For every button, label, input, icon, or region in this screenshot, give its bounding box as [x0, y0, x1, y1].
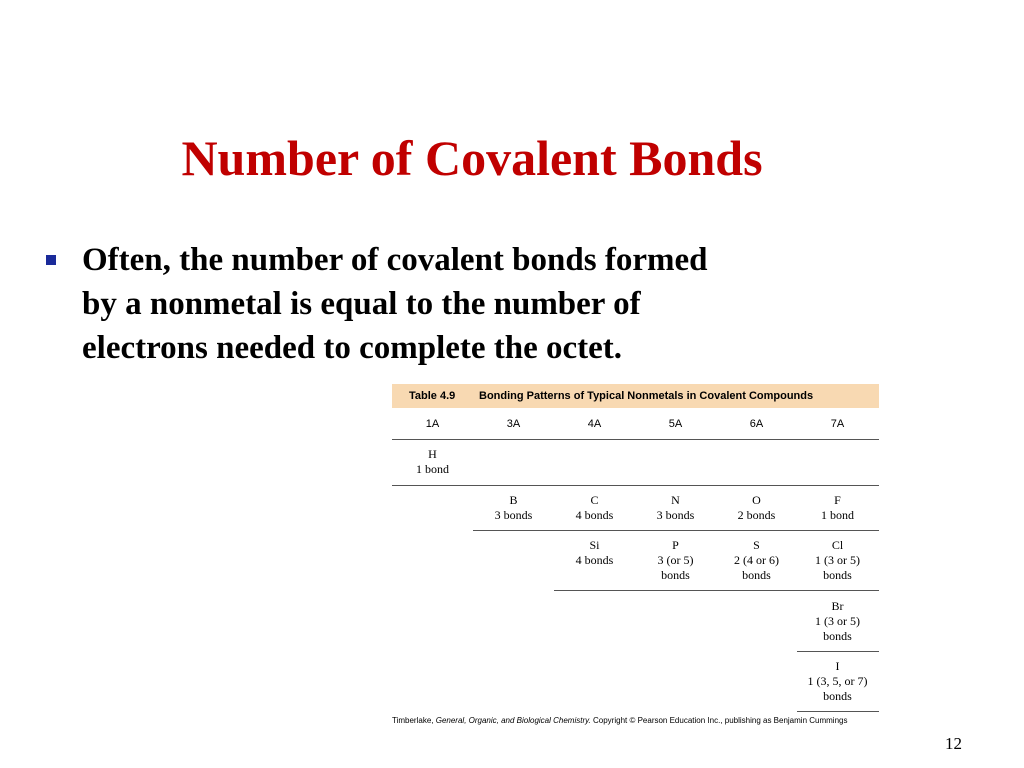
- table-number: Table 4.9: [409, 390, 456, 402]
- row-divider: [392, 485, 879, 486]
- cell-bromine: [797, 599, 878, 644]
- table-header-row: [392, 408, 879, 440]
- element-symbol: Si: [589, 538, 600, 552]
- element-symbol: B: [509, 493, 518, 507]
- table-body: [392, 440, 879, 712]
- cell-silicon: [554, 538, 635, 568]
- row-divider: [797, 711, 879, 712]
- slide-title: Number of Covalent Bonds: [181, 130, 763, 186]
- credit-author: Timberlake,: [392, 716, 434, 725]
- bond-count: 3 (or 5): [657, 553, 694, 567]
- credit-rest: Copyright © Pearson Education Inc., publishing as Benjamin Cummings: [593, 716, 848, 725]
- element-symbol: Br: [831, 599, 844, 613]
- header-5a: 5A: [668, 417, 683, 430]
- bond-label: bonds: [823, 629, 852, 643]
- bond-count: 4 bonds: [575, 553, 614, 567]
- row-divider: [554, 590, 879, 591]
- cell-fluorine: [797, 493, 878, 523]
- cell-nitrogen: [635, 493, 716, 523]
- element-symbol: O: [752, 493, 761, 507]
- bond-count: 4 bonds: [575, 508, 614, 522]
- bond-count: 1 bond: [416, 462, 449, 476]
- bond-label: bonds: [661, 568, 690, 582]
- table-caption-text: Bonding Patterns of Typical Nonmetals in Covalent Compounds: [479, 390, 814, 402]
- header-3a: 3A: [506, 417, 521, 430]
- row-divider: [797, 651, 879, 652]
- element-symbol: C: [590, 493, 599, 507]
- cell-phosphorus: [635, 538, 716, 583]
- header-4a: 4A: [587, 417, 602, 430]
- bond-count: 1 bond: [821, 508, 854, 522]
- element-symbol: N: [671, 493, 680, 507]
- cell-boron: [473, 493, 554, 523]
- cell-hydrogen: [392, 447, 473, 477]
- element-symbol: S: [753, 538, 760, 552]
- page-number: 12: [945, 734, 962, 753]
- bond-count: 2 (4 or 6): [734, 553, 779, 567]
- cell-carbon: [554, 493, 635, 523]
- bullet-line-1: Often, the number of covalent bonds formed: [82, 242, 708, 278]
- bond-label: bonds: [823, 689, 852, 703]
- bullet-line-3: electrons needed to complete the octet.: [82, 330, 623, 366]
- header-6a: 6A: [749, 417, 764, 430]
- bond-count: 2 bonds: [737, 508, 776, 522]
- table-caption: [392, 384, 879, 408]
- bullet-line-2: by a nonmetal is equal to the number of: [82, 286, 641, 322]
- bullet-text: [82, 238, 882, 370]
- header-7a: 7A: [830, 417, 845, 430]
- credit-book: General, Organic, and Biological Chemistry.: [435, 716, 591, 725]
- bond-count: 1 (3 or 5): [815, 553, 860, 567]
- bond-count: 3 bonds: [656, 508, 695, 522]
- element-symbol: Cl: [831, 538, 844, 552]
- cell-sulfur: [716, 538, 797, 583]
- element-symbol: I: [835, 659, 840, 673]
- element-symbol: P: [672, 538, 679, 552]
- element-symbol: H: [428, 447, 437, 461]
- cell-iodine: [791, 659, 884, 704]
- bond-label: bonds: [742, 568, 771, 582]
- bond-count: 1 (3 or 5): [815, 614, 860, 628]
- header-1a: 1A: [425, 417, 440, 430]
- bond-count: 1 (3, 5, or 7): [807, 674, 868, 688]
- bullet-square-icon: [46, 255, 56, 265]
- bond-label: bonds: [823, 568, 852, 582]
- row-divider: [473, 530, 879, 531]
- cell-oxygen: [716, 493, 797, 523]
- bonding-patterns-table: [392, 384, 879, 712]
- copyright-credit: [392, 716, 847, 725]
- bond-count: 3 bonds: [494, 508, 533, 522]
- cell-chlorine: [797, 538, 878, 583]
- element-symbol: F: [834, 493, 841, 507]
